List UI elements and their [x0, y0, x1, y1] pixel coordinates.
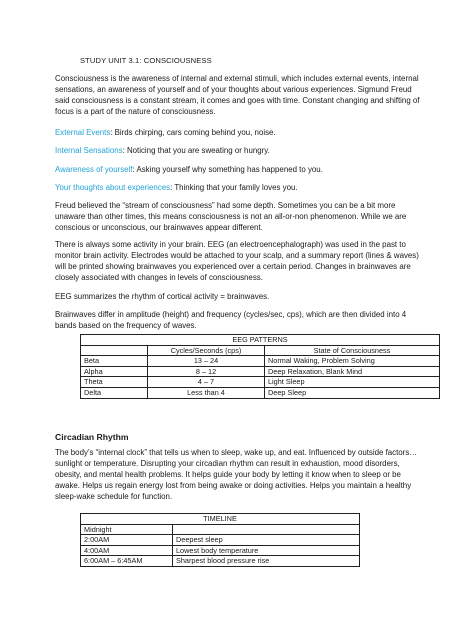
table-cell: Normal Waking, Problem Solving [265, 356, 440, 367]
definition-text: : Noticing that you are sweating or hungry. [122, 146, 270, 155]
table-cell: Light Sleep [265, 377, 440, 388]
definition-internal-sensations [55, 146, 425, 157]
table-title: EEG PATTERNS [81, 335, 440, 346]
table-cell: Sharpest blood pressure rise [173, 556, 360, 567]
definition-text: : Asking yourself why something has happened to you. [132, 165, 323, 174]
definition-term: Internal Sensations [55, 146, 123, 155]
definition-text: : Birds chirping, cars coming behind you, noise. [110, 128, 276, 137]
table-cell [173, 524, 360, 535]
table-cell: 6:00AM – 6:45AM [81, 556, 173, 567]
table-cell: 4:00AM [81, 545, 173, 556]
table-cell: Deep Relaxation, Blank Mind [265, 366, 440, 377]
brainwave-bands-paragraph: Brainwaves differ in amplitude (height) and frequency (cycles/sec, cps), which are then divided into 4 bands based on the frequency of waves. [55, 310, 407, 330]
table-header-row [81, 345, 440, 356]
timeline-table [80, 513, 360, 567]
definition-term: Awareness of yourself [55, 165, 133, 174]
definition-text: : Thinking that your family loves you. [170, 183, 298, 192]
table-cell: Delta [81, 387, 148, 398]
circadian-paragraph: The body’s “internal clock” that tells us when to sleep, wake up, and eat. Influenced by outside factors… sunlight or temperature. Disrupting your circadian rhythm can result in exhaustion, mood disorders, obesity, and mental health problems. It helps guide your body by letting it know when to sleep or be awake. Helps us regain energy lost from being awake or doing activities. Helps you maintain a healthy sleep-wake schedule for function. [55, 448, 418, 501]
table-cell: 2:00AM [81, 535, 173, 546]
table-cell: Beta [81, 356, 148, 367]
table-cell: Deep Sleep [265, 387, 440, 398]
definition-external-events [55, 128, 425, 139]
column-header: State of Consciousness [265, 345, 440, 356]
table-cell: 4 – 7 [148, 377, 265, 388]
table-cell: Alpha [81, 366, 148, 377]
table-cell: 8 – 12 [148, 366, 265, 377]
table-title: TIMELINE [81, 514, 360, 525]
eeg-paragraph: There is always some activity in your brain. EEG (an electroencephalograph) was used in the past to monitor brain activity. Electrodes would be attached to your scalp, and a summary report (lines & waves) will be printed showing brainwaves you experienced over a certain period. Changes in brainwaves are closely associated with changes in levels of consciousness. [55, 240, 419, 282]
table-row [81, 377, 440, 388]
definition-term: Your thoughts about experiences [55, 183, 171, 192]
table-row [81, 524, 360, 535]
eeg-patterns-table [80, 334, 440, 399]
definition-term: External Events [55, 128, 111, 137]
definition-awareness-of-yourself [55, 165, 425, 176]
freud-paragraph: Freud believed the “stream of consciousness” had some depth. Sometimes you can be a bit more unaware than other times, this means consciousness is not an all-or-non phenomenon. While we are conscious or unconscious, our brainwaves appear different. [55, 201, 407, 232]
table-row [81, 556, 360, 567]
table-title-row [81, 335, 440, 346]
table-cell: Midnight [81, 524, 173, 535]
table-title-row [81, 514, 360, 525]
table-cell: Less than 4 [148, 387, 265, 398]
table-row [81, 545, 360, 556]
table-row [81, 356, 440, 367]
table-cell: Deepest sleep [173, 535, 360, 546]
page-title: STUDY UNIT 3.1: CONSCIOUSNESS [80, 56, 212, 65]
column-header [81, 345, 148, 356]
section-heading-circadian: Circadian Rhythm [55, 432, 129, 442]
table-row [81, 387, 440, 398]
table-cell: Theta [81, 377, 148, 388]
column-header: Cycles/Seconds (cps) [148, 345, 265, 356]
table-cell: 13 – 24 [148, 356, 265, 367]
intro-paragraph: Consciousness is the awareness of internal and external stimuli, which includes external events, internal sensations, an awareness of yourself and of your thoughts about various experiences. Sigmund Freud said consciousness is a constant stream, it comes and goes with time. Constant changing and shifting of focus is a part of the nature of consciousness. [55, 74, 420, 116]
table-cell: Lowest body temperature [173, 545, 360, 556]
table-row [81, 535, 360, 546]
eeg-summary: EEG summarizes the rhythm of cortical activity = brainwaves. [55, 292, 270, 301]
table-row [81, 366, 440, 377]
definition-your-thoughts [55, 183, 425, 194]
